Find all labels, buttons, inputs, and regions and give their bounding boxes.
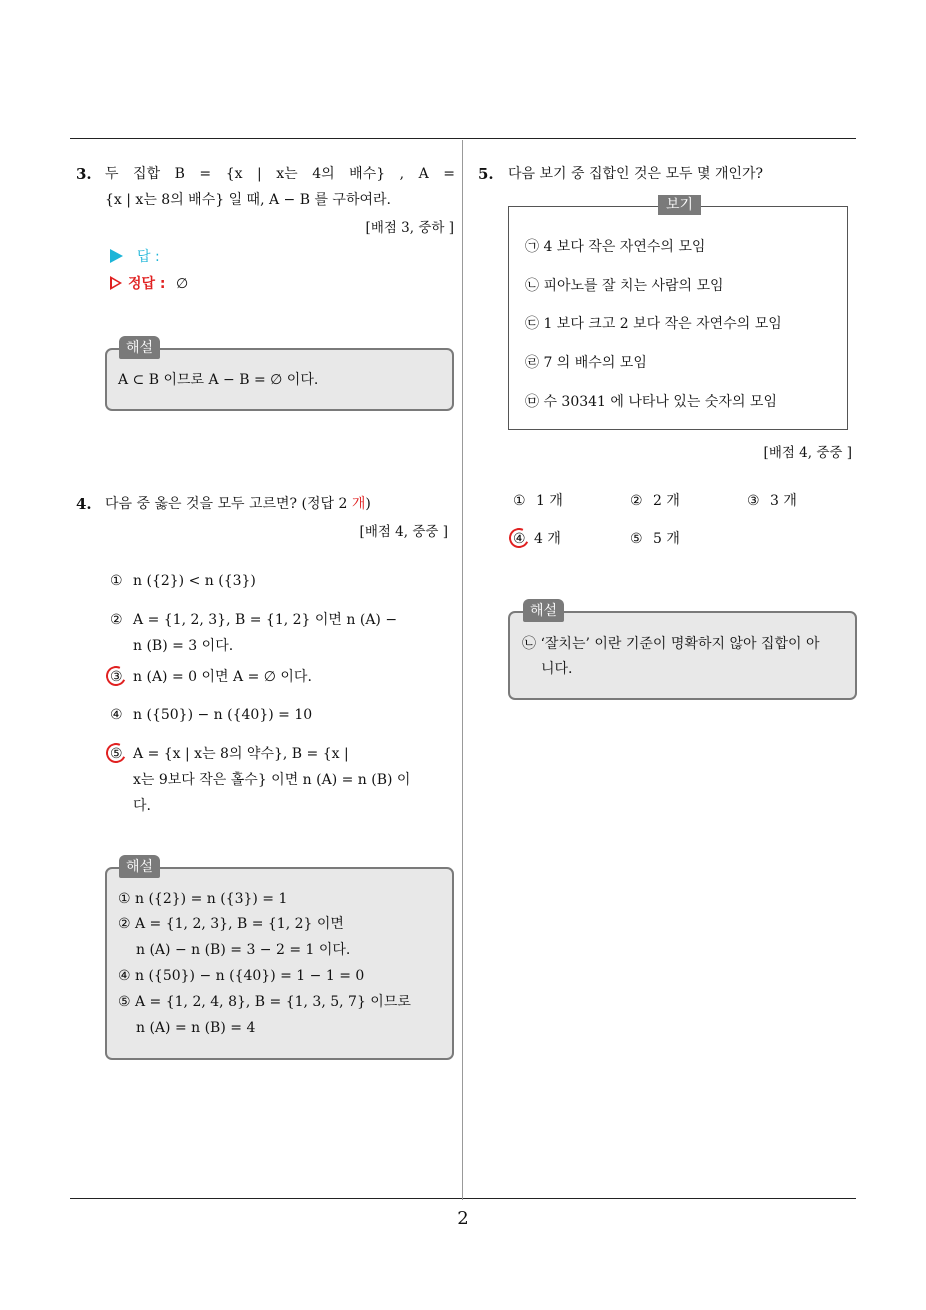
q5-bogi-item: ㉢ 1 보다 크고 2 보다 작은 자연수의 모임 — [525, 316, 782, 332]
q4-meta: [배점 4, 중중 ] — [359, 524, 448, 540]
q4-option-num: ③ — [110, 669, 123, 685]
q5-explanation-tag: 해설 — [523, 599, 564, 622]
q4-explanation-tag: 해설 — [119, 855, 160, 878]
q4-question — [105, 492, 371, 516]
q5-choice-num: ③ — [747, 493, 760, 509]
top-rule — [70, 138, 856, 139]
q4-option-num: ① — [110, 573, 123, 589]
q4-option-num: ② — [110, 612, 123, 628]
q4-explanation-line: ⑤ A = {1, 2, 4, 8}, B = {1, 3, 5, 7} 이므로 — [118, 994, 411, 1010]
q4-option-2 — [110, 609, 440, 631]
q4-option-3 — [110, 666, 312, 688]
q5-choice-2 — [630, 490, 680, 512]
q5-choice-text: 4 개 — [534, 531, 561, 547]
page-number: 2 — [457, 1208, 469, 1229]
q5-choice-num: ① — [513, 493, 526, 509]
bottom-rule — [70, 1198, 856, 1199]
q5-choice-num: ④ — [513, 531, 526, 547]
q3-number: 3. — [76, 165, 92, 183]
q5-explanation-line: ㉡ ‘잘치는’ 이란 기준이 명확하지 않아 집합이 아 — [522, 636, 820, 652]
q4-option-2-cont: n (B) = 3 이다. — [133, 638, 234, 654]
q3-explanation-text: A ⊂ B 이므로 A − B = ∅ 이다. — [118, 372, 319, 388]
q5-explanation-line: 니다. — [541, 661, 573, 677]
q5-choice-num: ② — [630, 493, 643, 509]
q4-question-pre: 다음 중 옳은 것을 모두 고르면? (정답 2 — [105, 496, 348, 512]
q5-choice-text: 1 개 — [536, 493, 563, 509]
q5-choice-text: 2 개 — [653, 493, 680, 509]
q3-correct-label: 정답 : — [128, 276, 166, 292]
q4-option-num: ⑤ — [110, 746, 123, 762]
q5-question: 다음 보기 중 집합인 것은 모두 몇 개인가? — [508, 166, 764, 182]
column-divider — [462, 140, 463, 1200]
q4-option-text: n (A) = 0 이면 A = ∅ 이다. — [133, 669, 312, 685]
q5-choice-5 — [630, 528, 680, 550]
q4-question-red: 개 — [351, 496, 366, 512]
q4-option-4 — [110, 704, 312, 726]
q4-explanation-line: ① n ({2}) = n ({3}) = 1 — [118, 891, 288, 907]
q5-choice-text: 3 개 — [770, 493, 797, 509]
q5-bogi-tag: 보기 — [658, 195, 701, 215]
q4-option-5-cont: x는 9보다 작은 홀수} 이면 n (A) = n (B) 이 — [133, 772, 411, 788]
q5-bogi-item: ㉤ 수 30341 에 나타나 있는 숫자의 모임 — [525, 394, 777, 410]
correct-arrow-icon — [110, 276, 122, 290]
q5-bogi-item: ㉣ 7 의 배수의 모임 — [525, 355, 647, 371]
q3-question-line2: {x | x는 8의 배수} 일 때, A − B 를 구하여라. — [105, 192, 391, 208]
q3-explanation-tag: 해설 — [119, 336, 160, 359]
q5-bogi-item: ㉠ 4 보다 작은 자연수의 모임 — [525, 239, 706, 255]
q5-bogi-item: ㉡ 피아노를 잘 치는 사람의 모임 — [525, 278, 724, 294]
q4-option-num: ④ — [110, 707, 123, 723]
q4-option-text: A = {x | x는 8의 약수}, B = {x | — [133, 746, 349, 762]
q4-option-5 — [110, 743, 440, 765]
q3-correct-row — [110, 273, 188, 293]
q4-question-post: ) — [365, 496, 371, 512]
q4-option-text: n ({50}) − n ({40}) = 10 — [133, 707, 313, 723]
q5-number: 5. — [478, 165, 494, 183]
q4-explanation-line: ④ n ({50}) − n ({40}) = 1 − 1 = 0 — [118, 968, 365, 984]
q4-option-5-cont2: 다. — [133, 798, 151, 814]
q4-option-text: n ({2}) < n ({3}) — [133, 573, 256, 589]
q4-option-text: A = {1, 2, 3}, B = {1, 2} 이면 n (A) − — [133, 612, 398, 628]
q3-question-line1: 두 집합 B = {x | x는 4의 배수} , A = — [105, 166, 455, 182]
q4-explanation-line: ② A = {1, 2, 3}, B = {1, 2} 이면 — [118, 916, 344, 932]
q5-choice-num: ⑤ — [630, 531, 643, 547]
q3-meta: [배점 3, 중하 ] — [365, 220, 454, 236]
q3-correct-value: ∅ — [175, 276, 189, 292]
answer-arrow-icon — [110, 249, 123, 263]
q4-number: 4. — [76, 495, 92, 513]
q3-answer-label: 답 : — [137, 249, 160, 265]
q5-choice-1 — [513, 490, 563, 512]
q5-meta: [배점 4, 중중 ] — [763, 445, 852, 461]
q4-option-1 — [110, 570, 256, 592]
q5-choice-text: 5 개 — [653, 531, 680, 547]
q4-explanation-line: n (A) = n (B) = 4 — [136, 1020, 256, 1036]
q5-choice-3 — [747, 490, 797, 512]
q3-answer-row — [110, 246, 160, 266]
q4-explanation-line: n (A) − n (B) = 3 − 2 = 1 이다. — [136, 942, 351, 958]
